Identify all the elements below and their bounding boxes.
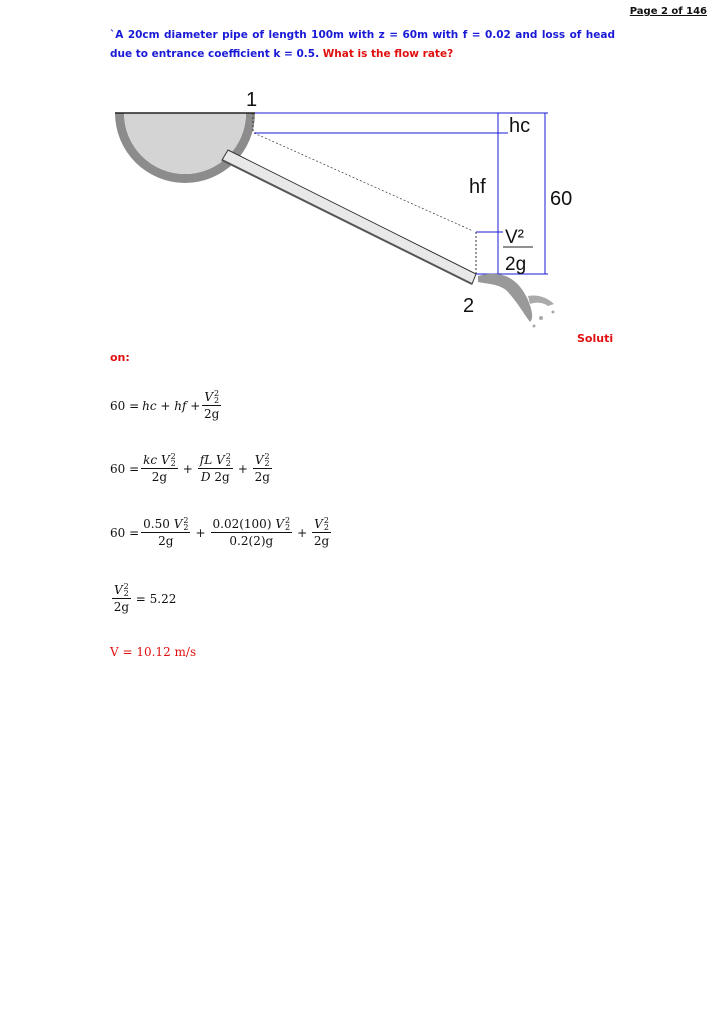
label-height: 60 xyxy=(550,188,573,210)
equation-4 xyxy=(110,583,176,614)
jet-drop xyxy=(552,311,555,314)
eq3-lhs: 60 = xyxy=(110,525,140,540)
problem-question: What is the flow rate? xyxy=(322,48,454,60)
solution-heading-part1: Soluti xyxy=(577,332,614,345)
label-hf: hf xyxy=(469,176,486,198)
eq2-term-friction: fL V 2 2 D 2g xyxy=(199,452,231,484)
water-jet xyxy=(478,274,532,322)
eq4-rhs: = 5.22 xyxy=(135,591,177,606)
equation-1 xyxy=(110,390,223,421)
solution-heading-part2: on: xyxy=(110,351,130,364)
jet-drop xyxy=(539,316,543,320)
eq3-term-entrance: 0.50 V 2 2 2g xyxy=(143,516,189,548)
water-jet-splash xyxy=(528,295,554,306)
pipe-flow-diagram xyxy=(0,0,724,340)
eq2-term-velocity: V 2 2 2g xyxy=(254,452,270,484)
page-number: Page 2 of 146 xyxy=(629,6,707,17)
problem-text: `A 20cm diameter pipe of length 100m with z = 60m with f = 0.02 and loss of head due to entrance coefficient k = 0.5. xyxy=(110,29,615,60)
label-point2: 2 xyxy=(463,295,475,317)
jet-drop xyxy=(533,325,536,328)
eq3-term-friction: 0.02(100) V 2 2 0.2(2)g xyxy=(212,516,291,548)
eq4-velocity-head: V 2 2 2g xyxy=(113,582,130,614)
pipe-outline xyxy=(222,160,472,284)
answer-text: V = 10.12 m/s xyxy=(110,645,197,659)
eq1-terms: hc + hf + xyxy=(142,398,201,413)
eq2-term-entrance: kc V 2 2 2g xyxy=(143,452,176,484)
eq1-velocity-head: V 2 2 2g xyxy=(204,389,220,421)
answer xyxy=(110,645,196,659)
label-vel-num: V² xyxy=(505,227,524,248)
equation-3: 60 = 0.50 V 2 2 2g + 0.02(100) V 2 2 0.2(2)g + V 2 2 2g xyxy=(110,516,330,548)
equation-2: 60 = kc V 2 2 2g + fL V 2 2 D 2g + V 2 2 2g xyxy=(110,452,270,484)
label-vel-den: 2g xyxy=(505,254,527,275)
eq3-term-velocity: V 2 2 2g xyxy=(313,516,330,548)
label-point1: 1 xyxy=(246,89,258,111)
eq2-lhs: 60 = xyxy=(110,461,140,476)
label-hc: hc xyxy=(509,115,531,137)
eq1-lhs: 60 = xyxy=(110,398,140,413)
pipe xyxy=(222,150,476,284)
